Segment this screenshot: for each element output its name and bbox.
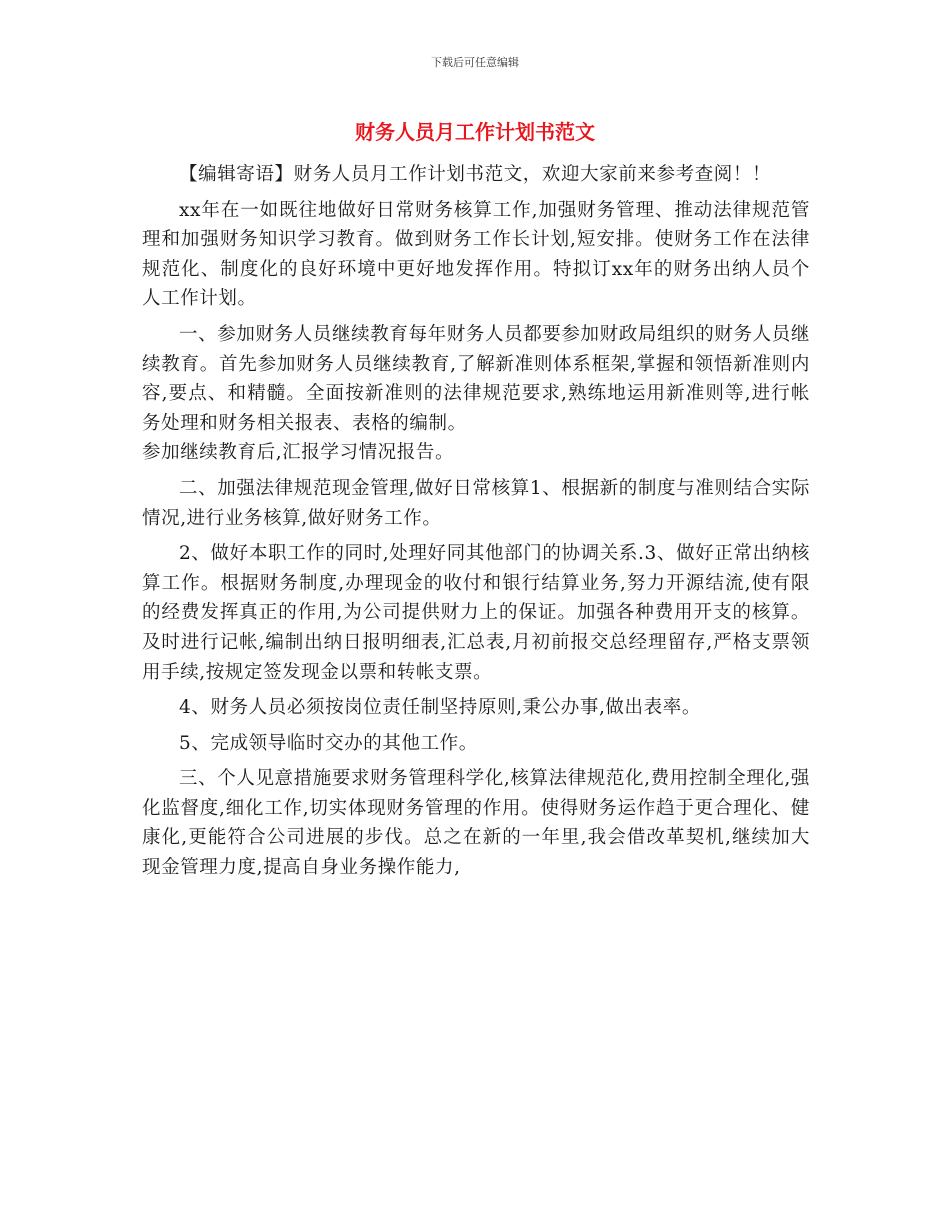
intro-paragraph: xx年在一如既往地做好日常财务核算工作,加强财务管理、推动法律规范管理和加强财务知识学习教育。做到财务工作长计划,短安排。使财务工作在法律规范化、制度化的良好环境中更好地发挥作用。特拟订xx年的财务出纳人员个人工作计划。 xyxy=(142,199,810,310)
item-two-paragraph: 2、做好本职工作的同时,处理好同其他部门的协调关系.3、做好正常出纳核算工作。根据财务制度,办理现金的收付和银行结算业务,努力开源结流,使有限的经费发挥真正的作用,为公司提供财力上的保证。加强各种费用开支的核算。及时进行记帐,编制出纳日报明细表,汇总表,月初前报交总经理留存,严格支票领用手续,按规定签发现金以票和转帐支票。 xyxy=(142,543,810,683)
editor-note-paragraph: 【编辑寄语】财务人员月工作计划书范文，欢迎大家前来参考查阅！！ xyxy=(179,164,772,185)
section-two-paragraph: 二、加强法律规范现金管理,做好日常核算1、根据新的制度与准则结合实际情况,进行业务核算,做好财务工作。 xyxy=(142,477,810,529)
section-three-paragraph: 三、个人见意措施要求财务管理科学化,核算法律规范化,费用控制全理化,强化监督度,细化工作,切实体现财务管理的作用。使得财务运作趋于更合理化、健康化,更能符合公司进展的步伐。总之在新的一年里,我会借改革契机,继续加大现金管理力度,提高自身业务操作能力, xyxy=(142,768,810,879)
section-one-paragraph: 一、参加财务人员继续教育每年财务人员都要参加财政局组织的财务人员继续教育。首先参加财务人员继续教育,了解新准则体系框架,掌握和领悟新准则内容,要点、和精髓。全面按新准则的法律规范要求,熟练地运用新准则等,进行帐务处理和财务相关报表、表格的编制。 xyxy=(142,323,810,434)
document-title: 财务人员月工作计划书范文 xyxy=(355,120,595,144)
document-body xyxy=(142,160,810,883)
section-one-continued-paragraph: 参加继续教育后,汇报学习情况报告。 xyxy=(142,442,455,464)
item-five-paragraph: 5、完成领导临时交办的其他工作。 xyxy=(179,732,478,754)
item-four-paragraph: 4、财务人员必须按岗位责任制坚持原则,秉公办事,做出表率。 xyxy=(179,697,701,719)
page-header: 下载后可任意编辑 xyxy=(431,56,519,69)
